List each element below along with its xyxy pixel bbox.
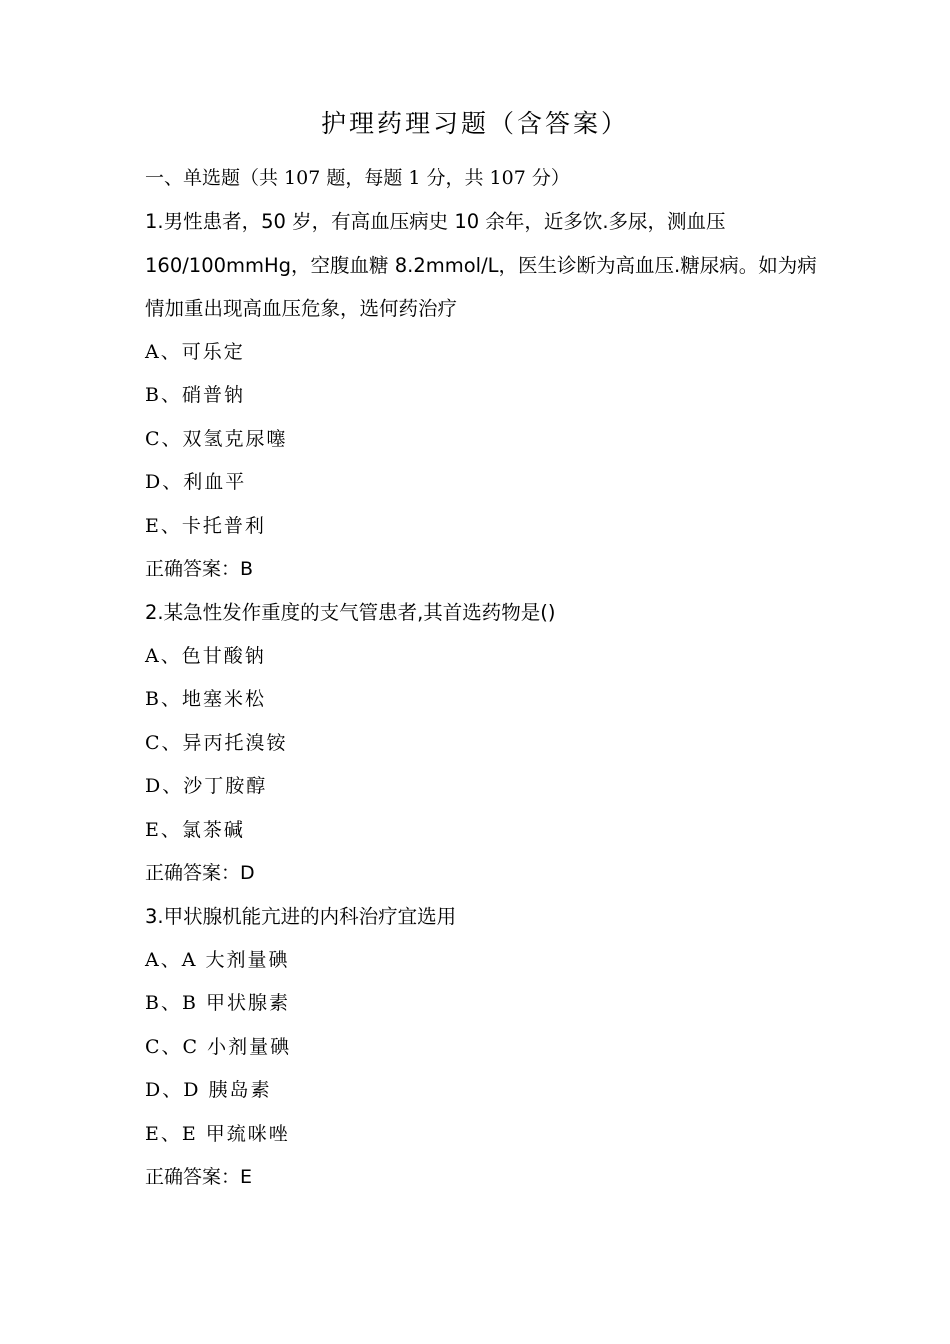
- correct-answer: 正确答案：B: [145, 558, 254, 580]
- option-a: A、可乐定: [145, 340, 245, 363]
- question-block-1: [145, 200, 825, 591]
- document-title: 护理药理习题（含答案）: [320, 109, 629, 138]
- option-b: B、硝普钠: [145, 384, 245, 406]
- question-block-3: [145, 895, 825, 1199]
- correct-answer: 正确答案：D: [145, 862, 255, 884]
- option-b: B、地塞米松: [145, 688, 266, 710]
- option-e: E、氯茶碱: [145, 818, 245, 841]
- correct-answer: 正确答案：E: [145, 1166, 253, 1188]
- document-body: [145, 158, 825, 1199]
- option-e: E、卡托普利: [145, 514, 266, 537]
- option-d: D、沙丁胺醇: [145, 775, 268, 797]
- option-e: E、E 甲巯咪唑: [145, 1122, 290, 1145]
- option-d: D、D 胰岛素: [145, 1079, 272, 1101]
- option-c: C、C 小剂量碘: [145, 1035, 292, 1058]
- question-stem: 3.甲状腺机能亢进的内科治疗宜选用: [145, 905, 457, 928]
- option-d: D、利血平: [145, 471, 247, 493]
- option-b: B、B 甲状腺素: [145, 992, 290, 1014]
- option-c: C、双氢克尿噻: [145, 427, 288, 450]
- option-c: C、异丙托溴铵: [145, 731, 288, 754]
- question-block-2: [145, 591, 825, 895]
- question-stem: 2.某急性发作重度的支气管患者,其首选药物是(): [145, 601, 556, 624]
- option-a: A、色甘酸钠: [145, 644, 266, 667]
- question-stem: 1.男性患者，50 岁，有高血压病史 10 余年，近多饮.多尿，测血压 160/100mmHg，空腹血糖 8.2mmol/L，医生诊断为高血压.糖尿病。如为病情加重出现高血压危象，选何药治疗: [145, 210, 817, 320]
- option-a: A、A 大剂量碘: [145, 948, 290, 971]
- section-heading: 一、单选题（共 107 题，每题 1 分，共 107 分）: [145, 167, 570, 189]
